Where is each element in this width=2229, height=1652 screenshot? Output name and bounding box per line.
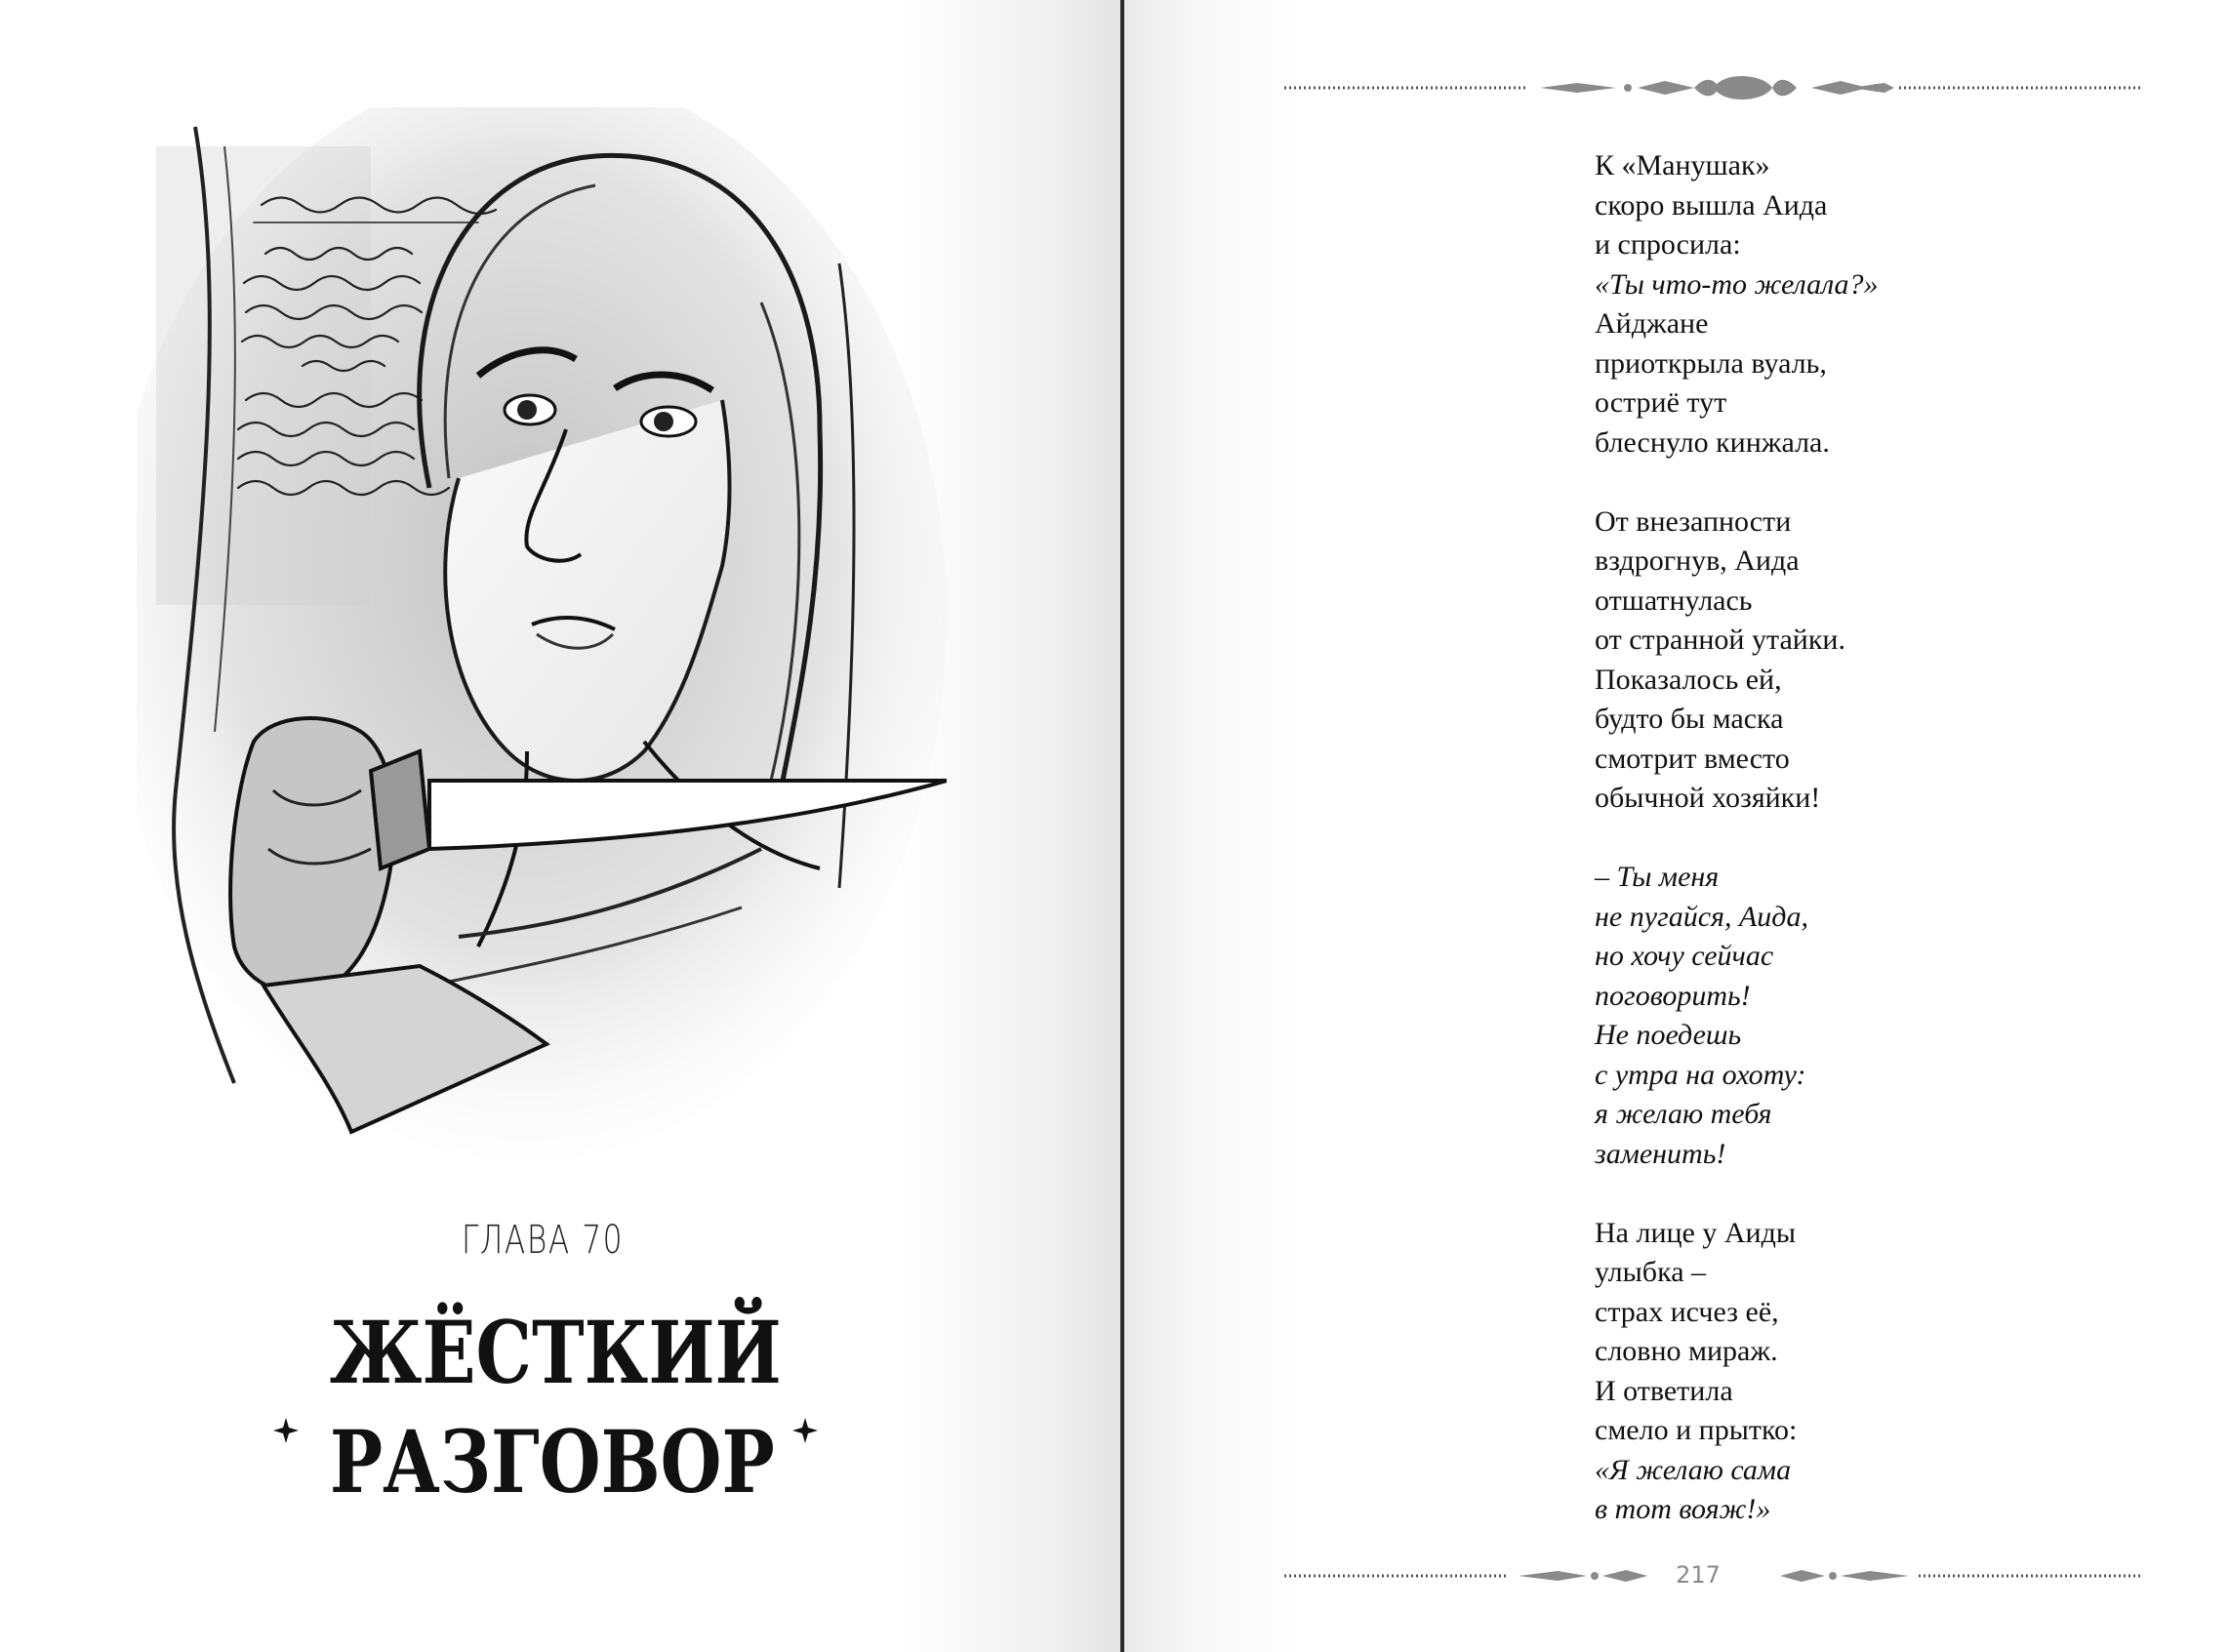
poem-line: скоро вышла Аида <box>1595 188 1828 222</box>
stanza <box>1595 146 2005 463</box>
poem-line: От внезапности <box>1595 504 1792 538</box>
poem-line: заменить! <box>1595 1137 1726 1170</box>
poem-line: блеснуло кинжала. <box>1595 425 1830 459</box>
four-point-star-icon <box>792 1418 818 1443</box>
poem-line: На лице у Аиды <box>1595 1216 1797 1249</box>
poem-line: остриё тут <box>1595 386 1727 419</box>
stanza <box>1595 858 2005 1174</box>
chapter-title-line: РАЗГОВОР <box>329 1411 775 1512</box>
poem-line: страх исчез её, <box>1595 1295 1779 1328</box>
poem-line: вздрогнув, Аида <box>1595 544 1800 577</box>
poem-line: не пугайся, Аида, <box>1595 900 1808 933</box>
poem-line: Показалось ей, <box>1595 663 1782 696</box>
poem-line: и спросила: <box>1595 228 1741 261</box>
poem-line: смело и прытко: <box>1595 1414 1798 1446</box>
poem-line: К «Манушак» <box>1595 149 1770 181</box>
chapter-illustration <box>137 107 947 1190</box>
page-number: 217 <box>1676 1561 1721 1589</box>
poem-line: но хочу сейчас <box>1595 940 1774 972</box>
poem-line: поговорить! <box>1595 979 1751 1012</box>
poem-line: – Ты меня <box>1595 861 1720 893</box>
chapter-label: ГЛАВА 70 <box>461 1218 625 1263</box>
poem-line: обычной хозяйки! <box>1595 782 1821 814</box>
poem-line: улыбка – <box>1595 1256 1707 1288</box>
chapter-title-line: ЖЁСТКИЙ <box>329 1302 782 1403</box>
poem-line: от странной утайки. <box>1595 624 1845 656</box>
poem-line: отшатнулась <box>1595 584 1753 617</box>
poem-text <box>1595 146 2005 1530</box>
poem-line: я желаю тебя <box>1595 1098 1772 1130</box>
top-ornament <box>1284 73 2143 102</box>
poem-line: словно мираж. <box>1595 1335 1778 1367</box>
poem-line: «Я желаю сама <box>1595 1453 1792 1486</box>
poem-line: смотрит вместо <box>1595 742 1790 775</box>
poem-line: И ответила <box>1595 1374 1733 1407</box>
poem-line: приоткрыла вуаль, <box>1595 346 1827 380</box>
poem-line: будто бы маска <box>1595 703 1784 735</box>
poem-line: с утра на охоту: <box>1595 1058 1806 1091</box>
four-point-star-icon <box>273 1418 299 1443</box>
chapter-title <box>329 1298 782 1516</box>
stanza <box>1595 1214 2005 1530</box>
stanza <box>1595 503 2005 819</box>
poem-line: «Ты что-то желала?» <box>1595 267 1879 301</box>
poem-line: Не поедешь <box>1595 1019 1742 1051</box>
poem-line: в тот вояж!» <box>1595 1493 1771 1525</box>
poem-line: Айджане <box>1595 307 1709 340</box>
